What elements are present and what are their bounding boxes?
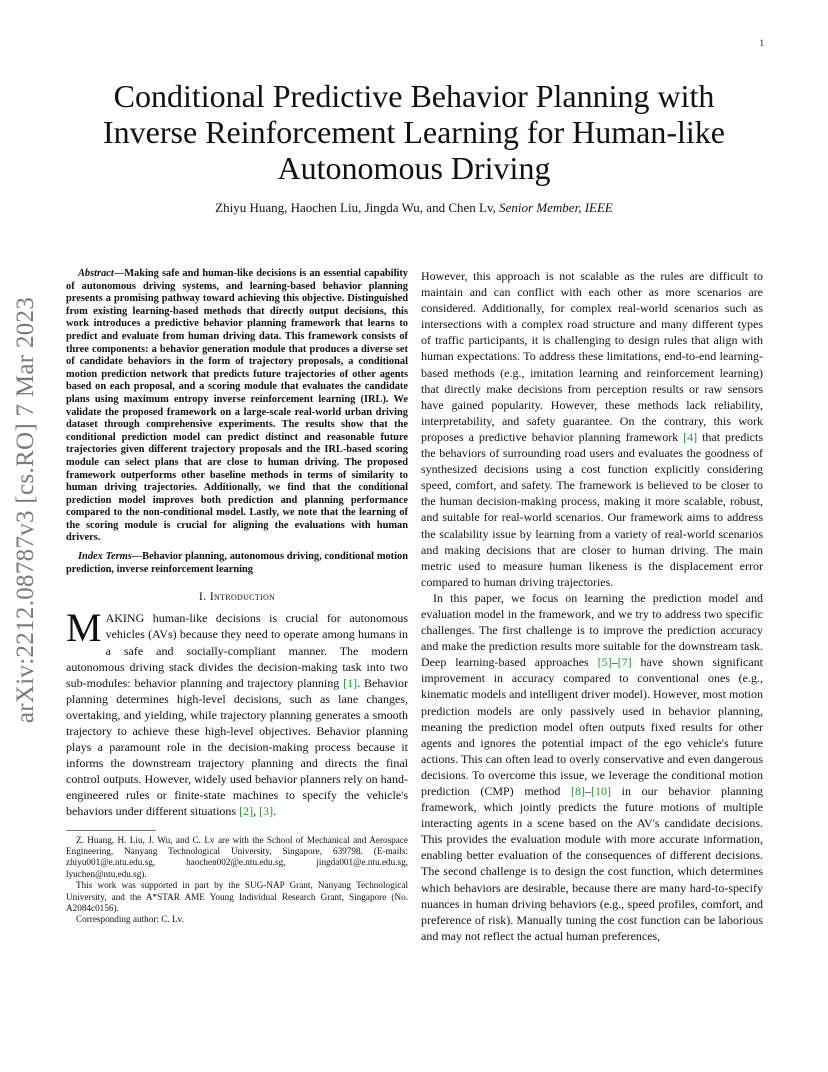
paper-title: Conditional Predictive Behavior Planning with Inverse Reinforcement Learning for Human-like Autonomous Driving <box>103 78 725 186</box>
author-names: Zhiyu Huang, Haochen Liu, Jingda Wu, and Chen Lv, <box>215 200 496 215</box>
intro-text: . Behavior planning determines high-level decisions, such as lane changes, overtaking, and yielding, while trajectory planning generates a smooth trajectory to achieve these high-level objectives. Behavior planning plays a paramount role in the decision-making process because it informs the downstream trajectory planning and directs the final control outputs. However, widely used behavior planners rely on hand-engineered rules or finite-state machines to specify the vehicle's behaviors under different situations <box>66 675 408 819</box>
abstract <box>66 268 408 545</box>
footnote-affiliation: Z. Huang, H. Liu, J. Wu, and C. Lv are with the School of Mechanical and Aerospace Engineering, Nanyang Technological University, Singapore, 639798. (E-mails: zhiyu001@e.ntu.edu.sg, haochen002@e.ntu.edu.sg, jingda001@e.ntu.edu.sg, lyuchen@ntu.edu.sg). <box>66 834 408 879</box>
section-heading-introduction: I. Introduction <box>198 589 276 604</box>
intro-paragraph <box>66 605 408 819</box>
intro-text: AKING human-like decisions is crucial for autonomous vehicles (AVs) because they need to operate among humans in a safe and socially-compliant manner. The modern autonomous driving stack divides the decision-making task into two sub-modules: behavior planning and trajectory planning <box>66 611 408 690</box>
footnote-corresponding: Corresponding author: C. Lv. <box>76 914 184 925</box>
body-text: that predicts the behaviors of surrounding road users and evaluates the goodness of synthesized decisions using a cost function explicitly considering speed, comfort, and safety. The framework is believed to be closer to the human decision-making process, making it more scalable, robust, and suitable for real-world scenarios. Our framework aims to address the scalability issue by learning from a variety of real-world scenarios and making decisions that are closer to human driving. The main metric used to measure human likeness is the displacement error compared to human driving trajectories. <box>421 429 763 589</box>
drop-cap: M <box>66 605 102 651</box>
page-number: 1 <box>759 38 764 48</box>
intro-text: . <box>273 804 277 819</box>
citation-link[interactable]: [10] <box>591 784 611 798</box>
left-column <box>66 268 408 926</box>
intro-text: , <box>253 804 260 819</box>
index-terms-text: —Behavior planning, autonomous driving, conditional motion prediction, inverse reinforcement learning <box>66 551 408 575</box>
body-paragraph <box>421 268 763 590</box>
body-text: in our behavior planning framework, which jointly predicts the future motions of multiple interacting agents in a scene based on the AV's candidate decisions. This provides the evaluation module with more accurate information, enabling better evaluation of the consequences of different decisions. The second challenge is to design the cost function, which determines which behaviors are desirable, because there are many hard-to-specify nuances in human driving behaviors (e.g., speed profiles, comfort, and preference of risk). Manually tuning the cost function can be laborious and may not reflect the actual human preferences, <box>421 784 763 943</box>
body-text: have shown significant improvement in accuracy compared to conventional ones (e.g., kinematic models and intelligent driver model). However, most motion prediction models are only passively used in behavior planning, meaning the prediction model often outputs fixed results for other agents and ignores the potential impact of the ego vehicle's future actions. This can often lead to overly conservative and even dangerous decisions. To overcome this issue, we leverage the conditional motion prediction (CMP) method <box>421 655 763 798</box>
body-text: In this paper, we focus on learning the prediction model and evaluation model in the framework, and we try to address two specific challenges. The first challenge is to improve the prediction accuracy and make the prediction results more suitable for the downstream task. Deep learning-based approaches <box>421 590 763 670</box>
citation-link[interactable]: [8] <box>571 784 585 798</box>
body-text: – <box>585 784 591 798</box>
footnote-funding: This work was supported in part by the SUG-NAP Grant, Nanyang Technological University, and the A*STAR AME Young Individual Research Grant, Singapore (No. A2084c0156). <box>66 880 408 913</box>
citation-link[interactable]: [5] <box>597 655 612 670</box>
footnote-divider <box>66 830 156 831</box>
index-terms <box>66 551 408 576</box>
body-text: However, this approach is not scalable as the rules are difficult to maintain and can conflict with each other as more scenarios are considered. Additionally, for complex real-world scenarios such as intersections with a complex road structure and many different types of traffic participants, it is challenging to design rules that align with human expectations. To address these limitations, end-to-end learning-based methods (e.g., imitation learning and reinforcement learning) that directly make decisions from perception results or raw sensors have gained popularity. However, these methods lack reliability, interpretability, and safety guarantee. On the contrary, this work proposes a predictive behavior planning framework <box>421 269 763 444</box>
citation-link[interactable]: [2] <box>239 804 254 819</box>
right-column <box>421 268 763 944</box>
abstract-text: —Making safe and human-like decisions is an essential capability of autonomous driving systems, and learning-based behavior planning presents a promising pathway toward achieving this objective. Distinguished from existing learning-based methods that directly output decisions, this work introduces a predictive behavior planning framework that learns to predict and evaluate from human driving data. This framework consists of three components: a behavior generation module that produces a diverse set of candidate behaviors in the form of trajectory proposals, a conditional motion prediction network that predicts future trajectories of other agents based on each proposal, and a scoring module that evaluates the candidate plans using maximum entropy inverse reinforcement learning (IRL). We validate the proposed framework on a large-scale real-world urban driving dataset through comprehensive experiments. The results show that the conditional prediction model can predict distinct and reasonable future trajectories given different trajectory proposals and the IRL-based scoring module can select plans that are close to human driving. The proposed framework outperforms other baseline methods in terms of similarity to human driving trajectories. Additionally, we find that the conditional prediction model improves both prediction and planning performance compared to the non-conditional model. Lastly, we note that the learning of the scoring module is crucial for aligning the evaluations with human drivers. <box>66 268 408 544</box>
arxiv-id: arXiv:2212.08787v3 [cs.RO] 7 Mar 2023 <box>12 296 39 724</box>
abstract-lead: Abstract <box>78 268 114 279</box>
author-list <box>80 200 748 216</box>
arxiv-stamp <box>6 290 46 730</box>
body-paragraph <box>421 590 763 944</box>
citation-link[interactable]: [1] <box>343 675 358 690</box>
body-text: – <box>611 655 618 670</box>
index-terms-lead: Index Terms <box>78 551 132 563</box>
author-membership: Senior Member, IEEE <box>499 200 613 215</box>
citation-link[interactable]: [7] <box>617 655 632 670</box>
citation-link[interactable]: [4] <box>683 429 698 444</box>
citation-link[interactable]: [3] <box>259 804 274 819</box>
